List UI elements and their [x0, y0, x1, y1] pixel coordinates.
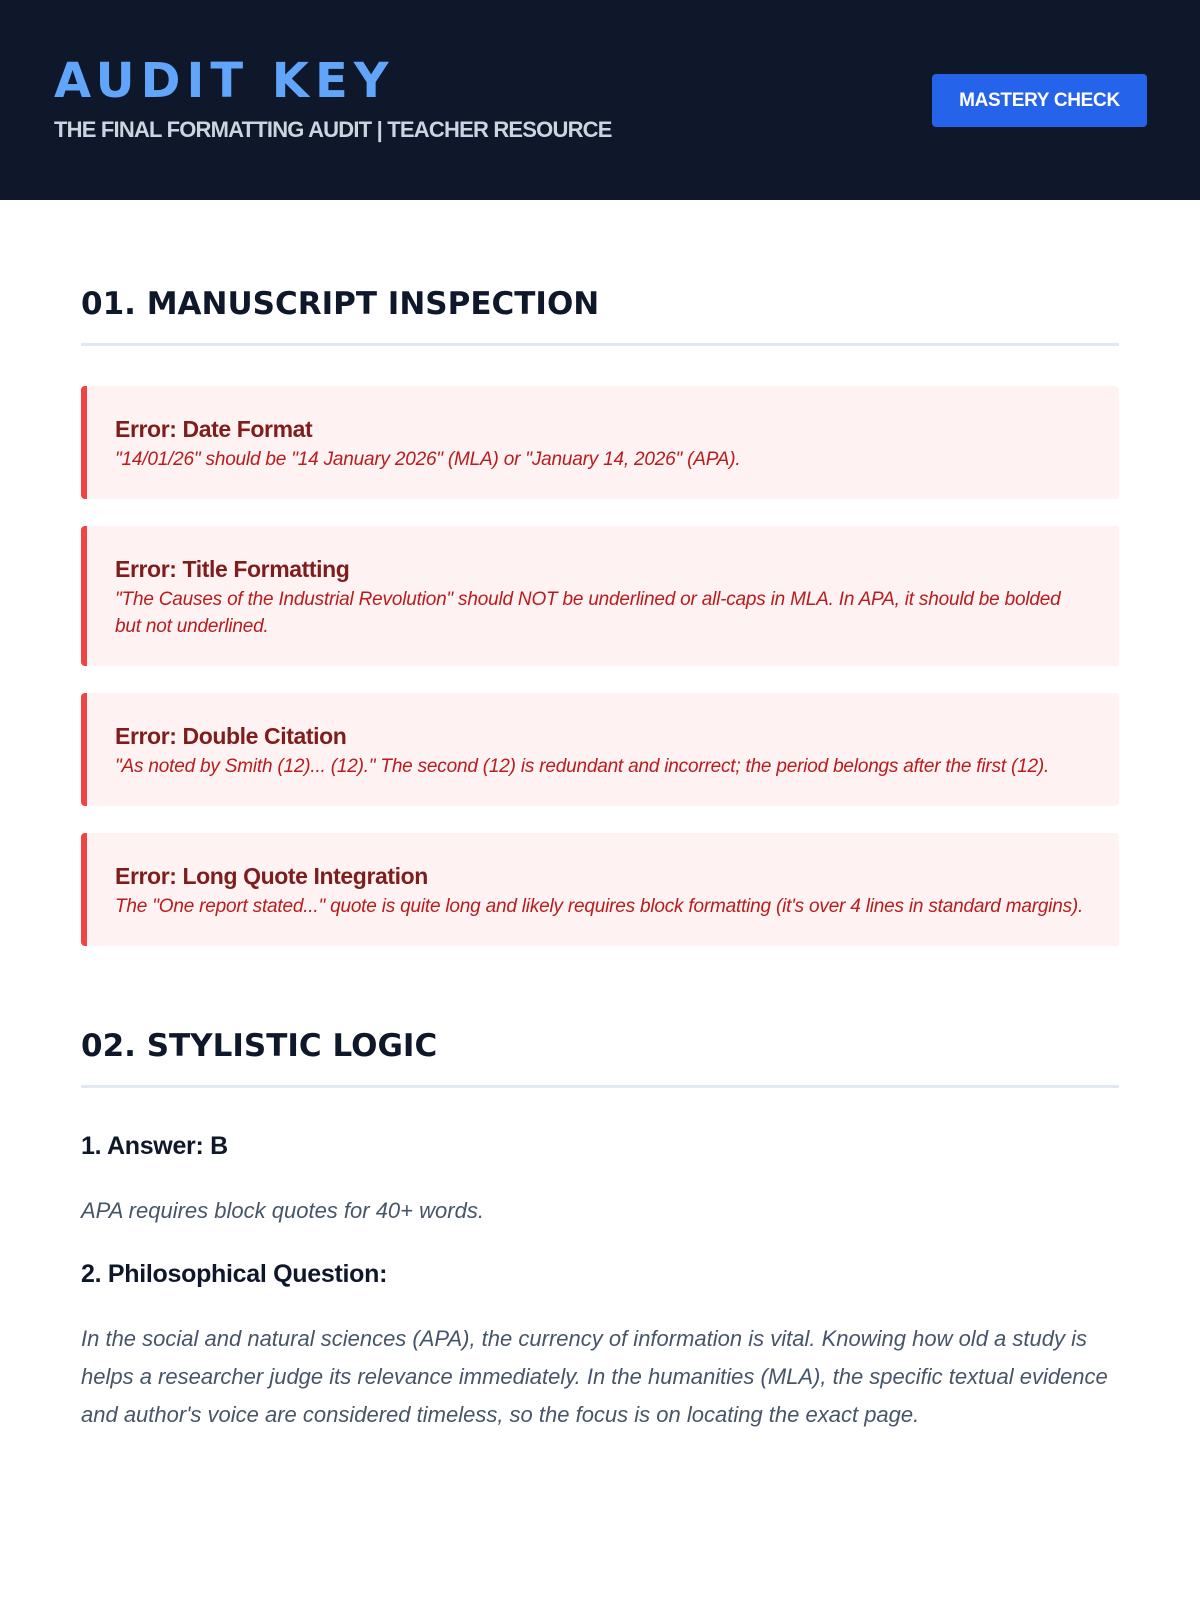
manuscript-inspection-section: [81, 284, 1119, 946]
document-subtitle: THE FINAL FORMATTING AUDIT | TEACHER RESOURCE: [54, 117, 612, 142]
answer-heading-2: 2. Philosophical Question:: [81, 1260, 388, 1288]
main-content: [0, 284, 1200, 1434]
error-card-double-citation: [81, 693, 1119, 806]
mastery-check-button[interactable]: MASTERY CHECK: [932, 74, 1147, 127]
error-card-date-format: [81, 386, 1119, 499]
error-list: [81, 386, 1119, 946]
error-title: Error: Date Format: [115, 416, 313, 442]
error-title: Error: Title Formatting: [115, 556, 350, 582]
error-description: "The Causes of the Industrial Revolution" should NOT be underlined or all-caps in MLA. In APA, it should be bolded but not underlined.: [115, 589, 1061, 637]
error-title: Error: Double Citation: [115, 723, 347, 749]
answer-text-2: In the social and natural sciences (APA), the currency of information is vital. Knowing how old a study is helps a researcher judge its relevance immediately. In the humanities (MLA), the specific textual evidence and author's voice are considered timeless, so the focus is on locating the exact page.: [81, 1326, 1108, 1427]
answer-heading-1: 1. Answer: B: [81, 1132, 228, 1160]
error-description: "As noted by Smith (12)... (12)." The second (12) is redundant and incorrect; the period belongs after the first (12).: [115, 756, 1050, 777]
error-card-long-quote-integration: [81, 833, 1119, 946]
document-title: AUDIT KEY: [54, 53, 395, 109]
error-title: Error: Long Quote Integration: [115, 863, 428, 889]
error-card-title-formatting: [81, 526, 1119, 666]
answer-text-1: APA requires block quotes for 40+ words.: [81, 1198, 484, 1223]
section-title-manuscript-inspection: 01. MANUSCRIPT INSPECTION: [81, 284, 1119, 346]
section-title-stylistic-logic: 02. STYLISTIC LOGIC: [81, 1026, 1119, 1088]
page-header: [0, 0, 1200, 200]
stylistic-logic-section: [81, 1026, 1119, 1434]
error-description: "14/01/26" should be "14 January 2026" (MLA) or "January 14, 2026" (APA).: [115, 449, 741, 470]
error-description: The "One report stated..." quote is quite long and likely requires block formatting (it's over 4 lines in standard margins).: [115, 896, 1084, 917]
